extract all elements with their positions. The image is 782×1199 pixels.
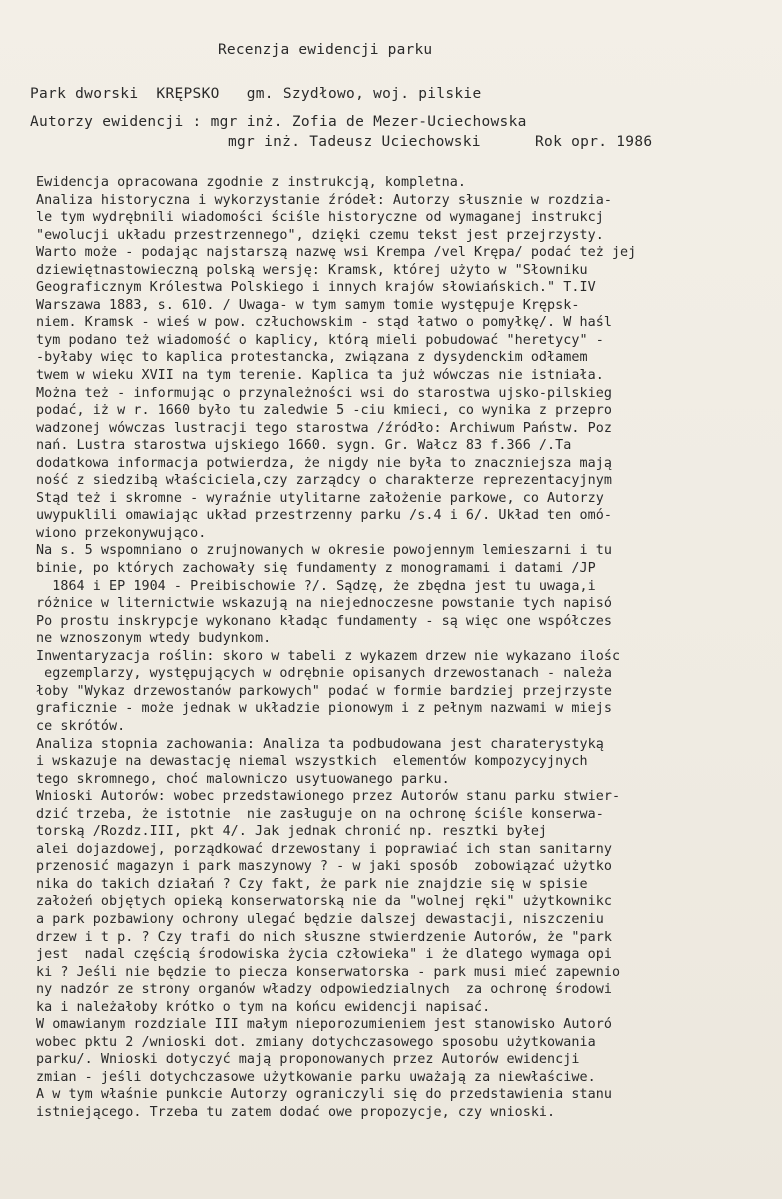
- text-line: i wskazuje na dewastację niemal wszystkich elementów kompozycyjnych: [36, 754, 588, 770]
- text-line: graficznie - może jednak w układzie pionowym i z pełnym nazwami w miejs: [36, 701, 612, 717]
- text-line: nań. Lustra starostwa ujskiego 1660. sygn. Gr. Wałcz 83 f.366 /.Ta: [36, 438, 572, 454]
- text-line: torską /Rozdz.III, pkt 4/. Jak jednak chronić np. resztki byłej: [36, 824, 548, 840]
- text-line: łoby "Wykaz drzewostanów parkowych" podać w formie bardziej przejrzyste: [36, 683, 612, 699]
- text-line: tego skromnego, choć malowniczo usytuowanego parku.: [36, 771, 450, 787]
- text-line: ka i należałoby krótko o tym na końcu ewidencji napisać.: [36, 999, 491, 1015]
- text-line: uwypuklili omawiając układ przestrzenny parku /s.4 i 6/. Układ ten omó-: [36, 508, 612, 524]
- text-line: 1864 i EP 1904 - Preibischowie ?/. Sądzę, że zbędna jest tu uwaga,i: [36, 578, 596, 594]
- text-line: drzew i t p. ? Czy trafi do nich słuszne stwierdzenie Autorów, że "park: [36, 929, 612, 945]
- text-line: Geograficznym Królestwa Polskiego i innych krajów słowiańskich." T.IV: [36, 280, 596, 296]
- text-line: zmian - jeśli dotychczasowe użytkowanie parku uważają za niewłaściwe.: [36, 1069, 596, 1085]
- text-line: tym podano też wiadomość o kaplicy, którą mieli pobudować "heretycy" -: [36, 332, 604, 348]
- text-line: jest nadal częścią środowiska życia człowieka" i że dlatego wymaga opi: [36, 947, 612, 963]
- text-line: istniejącego. Trzeba tu zatem dodać owe propozycje, czy wnioski.: [36, 1104, 556, 1120]
- text-line: A w tym właśnie punkcie Autorzy ograniczyli się do przedstawienia stanu: [36, 1087, 612, 1103]
- text-line: ki ? Jeśli nie będzie to piecza konserwatorska - park musi mieć zapewnio: [36, 964, 621, 980]
- text-line: ce skrótów.: [36, 718, 126, 734]
- text-line: Można też - informując o przynależności wsi do starostwa ujsko-pilskieg: [36, 385, 612, 401]
- text-line: wobec pktu 2 /wnioski dot. zmiany dotychczasowego sposobu użytkowania: [36, 1034, 596, 1050]
- text-line: le tym wydrębnili wiadomości ściśle historyczne od wymaganej instrukcj: [36, 210, 604, 226]
- text-line: dzić trzeba, że istotnie nie zasługuje on na ochronę ściśle konserwa-: [36, 806, 604, 822]
- text-line: a park pozbawiony ochrony ulegać będzie dalszej dewastacji, niszczeniu: [36, 911, 604, 927]
- text-line: twem w wieku XVII na tym terenie. Kaplica ta już wówczas nie istniała.: [36, 368, 604, 384]
- text-line: przenosić magazyn i park maszynowy ? - w jaki sposób zobowiązać użytko: [36, 859, 612, 875]
- text-line: wadzonej wówczas lustracji tego starostwa /źródło: Archiwum Państw. Poz: [36, 420, 612, 436]
- text-line: W omawianym rozdziale III małym nieporozumieniem jest stanowisko Autoró: [36, 1017, 612, 1033]
- text-line: Inwentaryzacja roślin: skoro w tabeli z wykazem drzew nie wykazano ilośc: [36, 648, 621, 664]
- text-line: -byłaby więc to kaplica protestancka, związana z dysydenckim odłamem: [36, 350, 588, 366]
- text-line: dodatkowa informacja potwierdza, że nigdy nie była to znaczniejsza mają: [36, 455, 612, 471]
- text-line: ny nadzór ze strony organów władzy odpowiedzialnych za ochronę środowi: [36, 982, 612, 998]
- text-line: Analiza historyczna i wykorzystanie źródeł: Autorzy słusznie w rozdzia-: [36, 192, 612, 208]
- text-line: wiono przekonywująco.: [36, 525, 207, 541]
- text-line: założeń objętych opieką konserwatorską nie da "wolnej ręki" użytkownikc: [36, 894, 612, 910]
- text-line: Warszawa 1883, s. 610. / Uwaga- w tym samym tomie występuje Krępsk-: [36, 297, 580, 313]
- authors-header-line: Autorzy ewidencji : mgr inż. Zofia de Mezer-Uciechowska: [30, 114, 527, 130]
- text-line: Po prostu inskrypcje wykonano kładąc fundamenty - są więc one współczes: [36, 613, 612, 629]
- text-line: "ewolucji układu przestrzennego", dzięki czemu tekst jest przejrzysty.: [36, 227, 604, 243]
- text-line: ność z siedzibą właściciela,czy zarządcy o charakterze reprezentacyjnym: [36, 473, 612, 489]
- text-line: parku/. Wnioski dotyczyć mają proponowanych przez Autorów ewidencji: [36, 1052, 580, 1068]
- text-line: Stąd też i skromne - wyraźnie utylitarne założenie parkowe, co Autorzy: [36, 490, 604, 506]
- review-body: [36, 174, 778, 1122]
- text-line: ne wznoszonym wtedy budynkom.: [36, 631, 272, 647]
- text-line: nika do takich działań ? Czy fakt, że park nie znajdzie się w spisie: [36, 876, 588, 892]
- text-line: Analiza stopnia zachowania: Analiza ta podbudowana jest charaterystyką: [36, 736, 604, 752]
- text-line: Wnioski Autorów: wobec przedstawionego przez Autorów stanu parku stwier-: [36, 789, 621, 805]
- text-line: podać, iż w r. 1660 było tu zaledwie 5 -ciu kmieci, co wynika z przepro: [36, 403, 612, 419]
- text-line: dziewiętnastowieczną polską wersję: Kramsk, której użyto w "Słowniku: [36, 262, 588, 278]
- text-line: binie, po których zachowały się fundamenty z monogramami i datami /JP: [36, 561, 596, 577]
- text-line: różnice w liternictwie wskazują na niejednoczesne powstanie tych napisó: [36, 596, 612, 612]
- document-title: Recenzja ewidencji parku: [218, 42, 433, 58]
- park-header-line: Park dworski KRĘPSKO gm. Szydłowo, woj. pilskie: [30, 86, 482, 102]
- text-line: niem. Kramsk - wieś w pow. człuchowskim - stąd łatwo o pomyłkę/. W haśl: [36, 315, 612, 331]
- text-line: egzemplarzy, występujących w odrębnie opisanych drzewostanach - należa: [36, 666, 612, 682]
- text-line: Na s. 5 wspomniano o zrujnowanych w okresie powojennym lemieszarni i tu: [36, 543, 612, 559]
- text-line: alei dojazdowej, porządkować drzewostany i poprawiać ich stan sanitarny: [36, 841, 612, 857]
- text-line: Ewidencja opracowana zgodnie z instrukcją, kompletna.: [36, 175, 466, 190]
- authors-header-line-2: mgr inż. Tadeusz Uciechowski Rok opr. 1986: [228, 134, 653, 150]
- text-line: Warto może - podając najstarszą nazwę wsi Krempa /vel Krępa/ podać też jej: [36, 245, 637, 261]
